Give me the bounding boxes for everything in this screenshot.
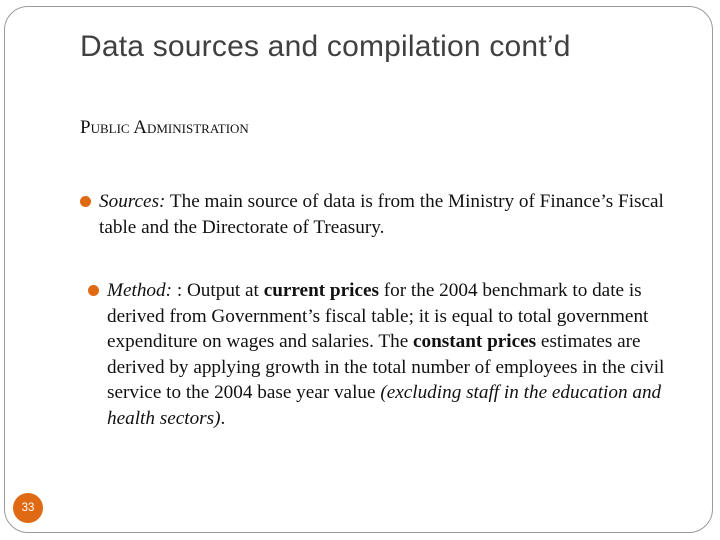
slide-frame <box>4 6 713 533</box>
method-text-part: for the 2004 benchmark to date is derived from Government’s fiscal table; it is equal to total government expenditure on wages and salaries. The <box>107 280 649 352</box>
bullet-method <box>107 278 692 431</box>
slide-title: Data sources and compilation cont’d <box>80 30 571 63</box>
bullet-sources <box>99 189 684 240</box>
method-text-part: : Output at <box>172 280 264 301</box>
sources-label: Sources: <box>99 191 166 212</box>
exclusion-note: (excluding staff in the education and health sectors) <box>107 382 662 429</box>
method-text-end: . <box>220 407 226 429</box>
current-prices-term: current prices <box>263 280 379 301</box>
bullet-marker-icon <box>88 285 99 296</box>
page-number-badge: 33 <box>13 493 43 523</box>
section-subheading: Public Administration <box>80 117 249 138</box>
constant-prices-term: constant prices <box>413 331 537 352</box>
method-text-part: estimates are derived by applying growth in the total number of employees in the civil service to the 2004 base year value <box>107 331 665 403</box>
method-label: Method: <box>107 280 173 301</box>
sources-text: The main source of data is from the Ministry of Finance’s Fiscal table and the Directorate of Treasury. <box>99 191 664 238</box>
bullet-marker-icon <box>80 196 91 207</box>
